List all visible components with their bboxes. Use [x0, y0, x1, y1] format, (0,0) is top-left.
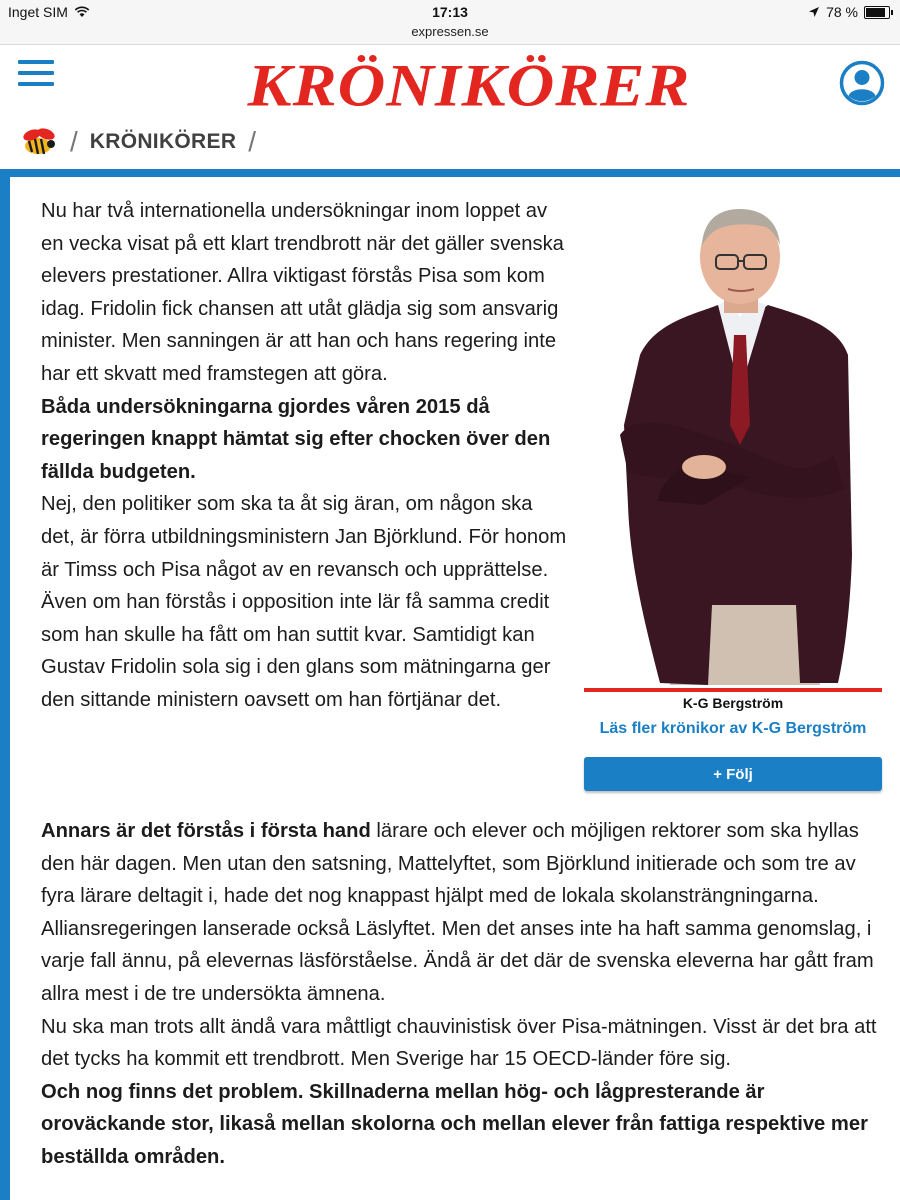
breadcrumb-separator: / [70, 126, 78, 157]
more-columns-link[interactable]: Läs fler krönikor av K-G Bergström [599, 720, 867, 737]
battery-percent: 78 % [826, 4, 858, 20]
author-portrait [600, 205, 860, 685]
paragraph-text: lärare och elever och möjligen rektorer som ska hyllas den här dagen. Men utan den satsning, Mattelyftet, som Björklund initierade och som tre av fyra lärare deltagit i, hade det nog knappast hjälpt med de lokala skolansträngningarna. Alliansregeringen lanserade också Läslyftet. Men det anses inte ha haft samma genomslag, i varje fall ännu, på elevernas läsförståelse. Ändå är det där de svenska eleverna har gått fram allra mest i de tre undersökta ämnena. [41, 820, 874, 1005]
paragraph: Nu har två internationella undersökningar inom loppet av en vecka visat på ett klart trendbrott när det gäller svenska elevers prestationer. Allra viktigast förstås Pisa som kom idag. Fridolin fick chansen att utåt glädja sig som ansvarig minister. Men sanningen är att han och hans regering inte har ett skvatt med framstegen att göra. [41, 200, 564, 385]
status-bar [0, 0, 900, 45]
breadcrumb-separator: / [248, 126, 257, 157]
paragraph-bold: Och nog finns det problem. Skillnaderna mellan hög- och lågpresterande är oroväckande stor, likaså mellan skolorna och mellan elever från fattiga respektive mer beställda områden. [41, 1080, 868, 1168]
breadcrumb [18, 124, 268, 160]
article-body-full [41, 815, 881, 1174]
status-right [808, 4, 890, 20]
paragraph: Nu ska man trots allt ändå vara måttligt chauvinistisk över Pisa-mätningen. Visst är det bra att det tycks ha kommit ett trendbrott. Men Sverige har 15 OECD-länder före sig. [41, 1015, 877, 1071]
battery-fill [866, 8, 885, 17]
url-bar[interactable]: expressen.se [411, 24, 489, 39]
breadcrumb-current[interactable]: KRÖNIKÖRER [89, 130, 237, 153]
paragraph-bold: Båda undersökningarna gjordes våren 2015 då regeringen knappt hämtat sig efter chocken över den fällda budgeten. [41, 395, 551, 483]
expressen-wasp-logo-icon[interactable] [18, 125, 58, 159]
paragraph-lead: Annars är det förstås i första hand [41, 820, 371, 842]
user-account-icon[interactable] [839, 60, 885, 106]
carrier-label: Inget SIM [8, 4, 68, 20]
follow-button[interactable]: + Följ [584, 757, 882, 791]
author-name: K-G Bergström [682, 695, 784, 711]
location-arrow-icon [808, 6, 820, 18]
paragraph: Nej, den politiker som ska ta åt sig äran, om någon ska det, är förra utbildningsministern Jan Björklund. För honom är Timss och Pisa något av en revansch och upprättelse. Även om han förstås i opposition inte lär få samma credit som han skulle ha fått om han suttit kvar. Samtidigt kan Gustav Fridolin sola sig i den glans som mätningarna ger den sittande ministern oavsett om han förtjänar det. [41, 493, 567, 711]
author-divider [584, 688, 882, 692]
article-frame-top [0, 169, 900, 177]
article-frame-left [0, 169, 10, 1200]
battery-icon [864, 6, 890, 19]
clock: 17:13 [432, 4, 468, 20]
article-body-column [41, 195, 571, 717]
paragraph [41, 815, 881, 1011]
section-logo[interactable]: KRÖNIKÖRER [247, 51, 691, 120]
